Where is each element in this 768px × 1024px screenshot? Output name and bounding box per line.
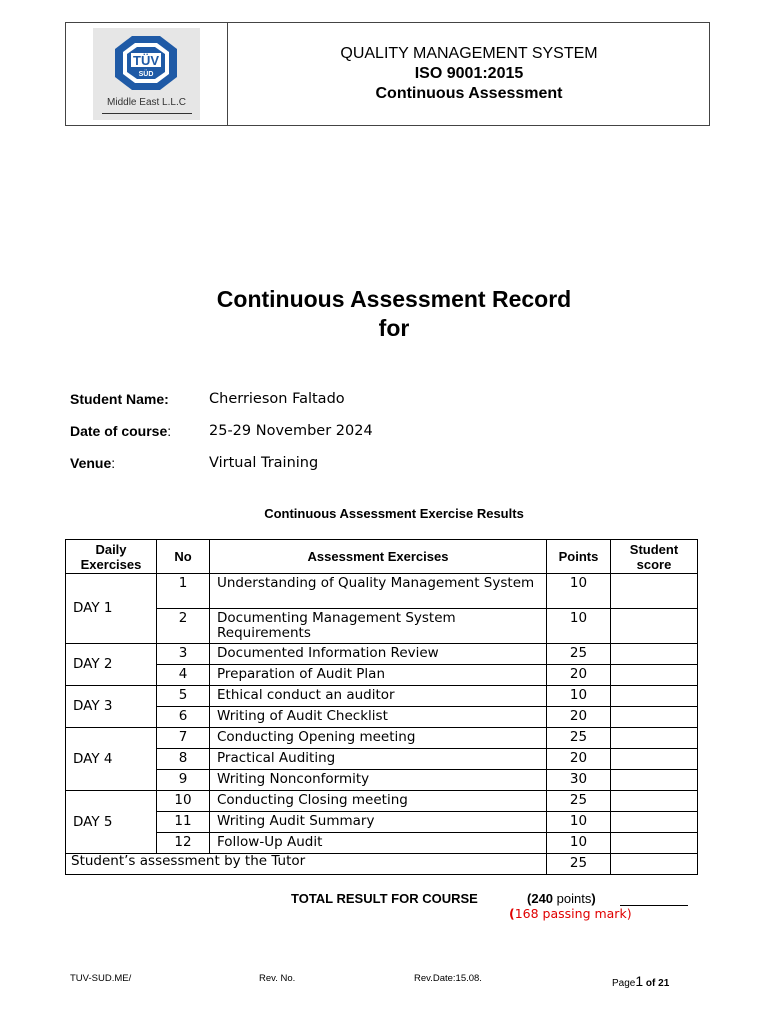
table-row [66,770,698,791]
date-label-colon: : [167,423,172,439]
footer-rev-date: Rev.Date:15.08. [414,973,482,984]
header-line-iso: ISO 9001:2015 [414,65,524,82]
day-cell: DAY 3 [66,686,157,728]
exercise-name: Ethical conduct an auditor [210,686,547,707]
exercise-no: 1 [157,574,210,609]
table-row [66,644,698,665]
col-header-points: Points [547,540,611,574]
date-value: 25-29 November 2024 [209,423,373,439]
student-score-cell [611,728,698,749]
exercise-no: 4 [157,665,210,686]
footer-page-total: 21 [658,978,670,989]
table-row [66,609,698,644]
exercise-points: 20 [547,707,611,728]
passing-text: 168 passing mark) [514,906,632,921]
tutor-points: 25 [547,854,611,875]
logo-underline [102,113,192,114]
passing-open: ( [509,906,515,921]
exercise-points: 20 [547,749,611,770]
exercise-no: 8 [157,749,210,770]
logo-subtitle: Middle East L.L.C [107,97,186,108]
exercise-name: Documented Information Review [210,644,547,665]
footer-page-num: 1 [635,973,644,989]
footer-page-word: Page [612,978,636,989]
exercise-name: Writing of Audit Checklist [210,707,547,728]
page-title: Continuous Assessment Record [216,286,572,312]
tuv-logo-icon [114,35,178,91]
exercise-name: Follow-Up Audit [210,833,547,854]
exercise-no: 5 [157,686,210,707]
exercise-no: 3 [157,644,210,665]
day-cell: DAY 1 [66,574,157,644]
col-header-exercise: Assessment Exercises [210,540,547,574]
total-points-unit: points [553,891,592,906]
student-score-cell [611,609,698,644]
exercise-points: 25 [547,791,611,812]
total-result-label: TOTAL RESULT FOR COURSE [291,891,478,906]
header-line-qms: QUALITY MANAGEMENT SYSTEM [340,45,598,62]
table-row [66,833,698,854]
exercise-no: 11 [157,812,210,833]
exercise-points: 20 [547,665,611,686]
exercise-no: 9 [157,770,210,791]
table-row [66,686,698,707]
section-title: Continuous Assessment Exercise Results [264,506,524,521]
exercise-points: 10 [547,833,611,854]
total-points [527,891,596,906]
exercise-points: 25 [547,728,611,749]
student-score-cell [611,574,698,609]
exercise-name: Preparation of Audit Plan [210,665,547,686]
student-score-cell [611,812,698,833]
exercise-name: Conducting Opening meeting [210,728,547,749]
table-row [66,791,698,812]
student-name-label: Student Name: [70,391,169,407]
svg-text:SÜD: SÜD [138,71,154,78]
day-cell: DAY 2 [66,644,157,686]
exercise-points: 30 [547,770,611,791]
total-points-open: ( [527,891,532,906]
results-table [65,539,698,875]
footer-page-number [612,973,669,989]
exercise-name: Understanding of Quality Management System [210,574,547,609]
table-row [66,728,698,749]
venue-label-colon: : [111,455,116,471]
day-cell: DAY 4 [66,728,157,791]
col-header-day: Daily Exercises [66,540,157,574]
footer-of-word: of [643,978,659,989]
tutor-row [66,854,698,875]
total-points-value: 240 [531,891,554,906]
exercise-points: 10 [547,609,611,644]
student-score-cell [611,770,698,791]
day-cell: DAY 5 [66,791,157,854]
exercise-points: 10 [547,812,611,833]
page-title-for: for [378,315,410,341]
table-header-row [66,540,698,574]
exercise-no: 12 [157,833,210,854]
student-score-cell [611,749,698,770]
exercise-name: Documenting Management System Requirements [210,609,547,644]
exercise-points: 10 [547,574,611,609]
student-score-cell [611,665,698,686]
student-name-value: Cherrieson Faltado [209,391,345,407]
exercise-points: 10 [547,686,611,707]
student-score-cell [611,833,698,854]
col-header-no: No [157,540,210,574]
student-score-cell [611,707,698,728]
table-row [66,812,698,833]
exercise-points: 25 [547,644,611,665]
exercise-name: Writing Nonconformity [210,770,547,791]
date-label [70,423,171,439]
exercise-name: Writing Audit Summary [210,812,547,833]
total-points-close: ) [591,891,596,906]
table-row [66,707,698,728]
tutor-assessment-label: Student’s assessment by the Tutor [66,854,547,875]
student-score-cell [611,791,698,812]
table-row [66,574,698,609]
passing-mark [509,906,632,921]
exercise-no: 2 [157,609,210,644]
student-score-cell [611,854,698,875]
venue-label-text: Venue [70,455,112,471]
student-score-cell [611,686,698,707]
table-row [66,749,698,770]
student-score-cell [611,644,698,665]
venue-value: Virtual Training [209,455,319,471]
col-header-score: Student score [611,540,698,574]
exercise-name: Practical Auditing [210,749,547,770]
exercise-name: Conducting Closing meeting [210,791,547,812]
footer-doc-ref: TUV-SUD.ME/ [70,973,132,984]
date-label-text: Date of course [70,423,168,439]
venue-label [70,455,115,471]
footer-rev-no: Rev. No. [259,973,296,984]
header-line-assessment: Continuous Assessment [375,85,563,102]
svg-text:TÜV: TÜV [133,53,159,68]
exercise-no: 10 [157,791,210,812]
table-row [66,665,698,686]
exercise-no: 7 [157,728,210,749]
exercise-no: 6 [157,707,210,728]
